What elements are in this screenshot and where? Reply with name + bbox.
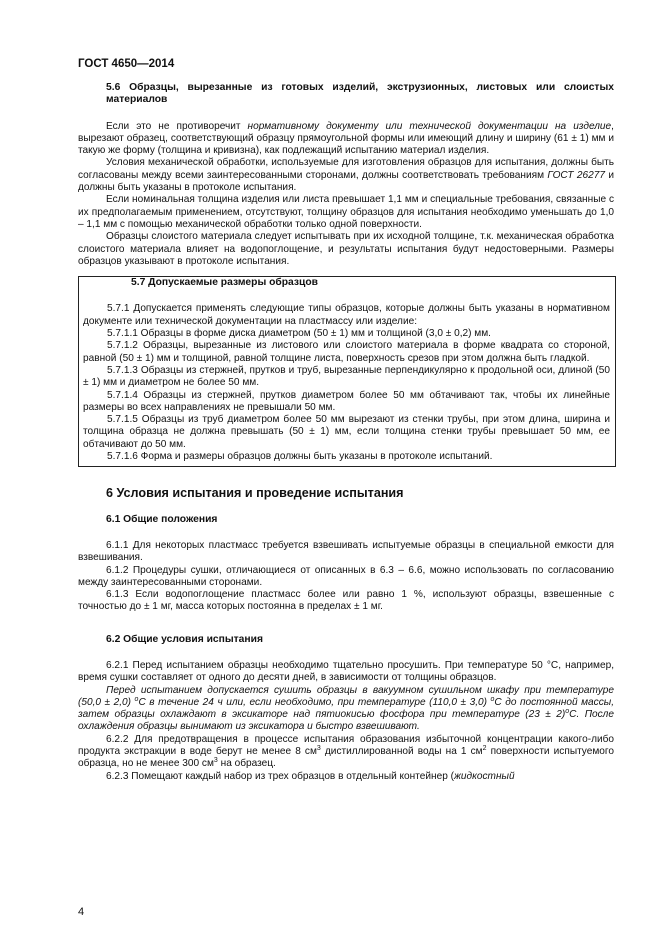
italic-text: жидкостный: [453, 770, 515, 782]
text: 6.2.3 Помещают каждый набор из трех образцов в отдельный контейнер (: [106, 770, 454, 782]
section-5-6-title: 5.6 Образцы, вырезанные из готовых изделий, экструзионных, листовых или слоистых материалов: [106, 82, 614, 106]
section-5-7-title: 5.7 Допускаемые размеры образцов: [131, 277, 318, 289]
paragraph: 6.2.1 Перед испытанием образцы необходимо тщательно просушить. При температуре 50 °С, например, время сушки составляет от одного до десяти дней, в зависимости от толщины образцов.: [78, 659, 614, 684]
superscript: 2: [482, 745, 487, 753]
italic-text: ГОСТ 26277: [547, 169, 605, 181]
degree-sign: o: [490, 695, 495, 703]
paragraph: 5.7.1.3 Образцы из стержней, прутков и труб, вырезанные перпендикулярно к продольной оси, длиной (50 ± 1) мм и диаметром не более 50 мм.: [83, 364, 610, 389]
section-5-7-box: [78, 276, 616, 467]
italic-text: нормативному документу или технической документации на изделие: [247, 120, 612, 132]
paragraph: 6.1.1 Для некоторых пластмасс требуется взвешивать испытуемые образцы в специальной емкости для взвешивания.: [78, 539, 614, 564]
paragraph: 6.1.2 Процедуры сушки, отличающиеся от описанных в 6.3 – 6.6, можно использовать по согласованию между заинтересованными сторонами.: [78, 564, 614, 588]
paragraph: 5.7.1.4 Образцы из стержней, прутков диаметром более 50 мм обтачивают так, чтобы их линейные размеры во всех направлениях не превышали 50 мм.: [83, 389, 610, 413]
section-6-1-title: 6.1 Общие положения: [106, 513, 218, 525]
page-number: 4: [78, 906, 85, 918]
paragraph: [78, 121, 614, 158]
text: С. После охлаждения образцы вынимают из эксикатора и быстро взвешивают.: [78, 709, 614, 733]
text: на образец.: [217, 758, 276, 770]
paragraph: [78, 734, 614, 771]
paragraph: 6.1.3 Если водопоглощение пластмасс более или равно 1 %, используют образцы, взвешенные с точностью до ± 1 мг, масса которых постоянна в пределах ± 1 мг.: [78, 589, 614, 613]
paragraph: 5.7.1.2 Образцы, вырезанные из листового или слоистого материала в форме квадрата со стороной, равной (50 ± 1) мм и толщиной, равной толщине листа, поверхность срезов при этом должна быть гладкой.: [83, 340, 610, 364]
paragraph: [78, 771, 614, 783]
paragraph: 5.7.1.5 Образцы из труб диаметром более 50 мм вырезают из стенки трубы, при этом длина, ширина и толщина образца не должна превышать (50 ± 1) мм, если толщина стенки трубы превышает 50 мм, ее обтачивают до 50 мм.: [83, 414, 610, 450]
text: Если это не противоречит: [106, 120, 248, 132]
text: С в течение 24 ч или, если необходимо, при температуре (110,0 ± 3,0): [138, 696, 491, 708]
text: , вырезают образец, соответствующий образцу прямоугольной формы или имеющий длину и ширину (61 ± 1) мм и такую же форму (толщина и кривизна), как подлежащий испытанию материал изделия.: [78, 120, 614, 157]
degree-sign: o: [134, 695, 139, 703]
italic-paragraph: [78, 685, 614, 734]
superscript: 3: [316, 745, 321, 753]
section-6-2-title: 6.2 Общие условия испытания: [106, 633, 263, 645]
text: и должны быть указаны в протоколе испытания.: [78, 169, 615, 194]
paragraph: Если номинальная толщина изделия или листа превышает 1,1 мм и специальные требования, связанные с их предполагаемым применением, отсутствуют, толщину образцов для испытания необходимо уменьшать до 1,0 – 1,1 мм с помощью механической обработки только одной поверхности.: [78, 194, 614, 230]
text: дистиллированной воды на 1 см: [320, 746, 483, 758]
text: С до постоянной массы, затем образцы охлаждают в эксикаторе над пятиокисью фосфора при температуре (23 ± 2): [78, 696, 614, 721]
text: Перед испытанием допускается сушить образцы в вакуумном сушильном шкафу при температуре (50,0 ± 2,0): [78, 684, 614, 708]
paragraph: 5.7.1.6 Форма и размеры образцов должны быть указаны в протоколе испытаний.: [107, 451, 493, 463]
section-6-title: 6 Условия испытания и проведение испытания: [106, 486, 404, 501]
paragraph: [78, 157, 614, 194]
text: 6.2.2 Для предотвращения в процессе испытания образования избыточной концентрации какого-либо продукта экстракции в воде берут не менее 8 см: [78, 733, 614, 758]
paragraph: 5.7.1.1 Образцы в форме диска диаметром (50 ± 1) мм и толщиной (3,0 ± 0,2) мм.: [107, 328, 491, 340]
degree-sign: o: [565, 708, 570, 716]
text: Условия механической обработки, используемые для изготовления образцов для испытания, должны быть согласованы между всеми заинтересованными сторонами, должны соответствовать требованиям: [78, 157, 614, 181]
paragraph: Образцы слоистого материала следует испытывать при их исходной толщине, т.к. механическая обработка слоистого материала влияет на водопоглощение, и результаты испытания будут недостоверными. Размеры образцов указывают в протоколе испытания.: [78, 231, 614, 267]
text: поверхности испытуемого образца, но не менее 300 см: [78, 746, 614, 770]
superscript: 3: [213, 757, 218, 765]
paragraph: 5.7.1 Допускается применять следующие типы образцов, которые должны быть указаны в нормативном документе или технической документации на пластмассу или изделие:: [83, 303, 610, 327]
document-body: [78, 82, 614, 783]
document-header: ГОСТ 4650—2014: [78, 58, 175, 70]
